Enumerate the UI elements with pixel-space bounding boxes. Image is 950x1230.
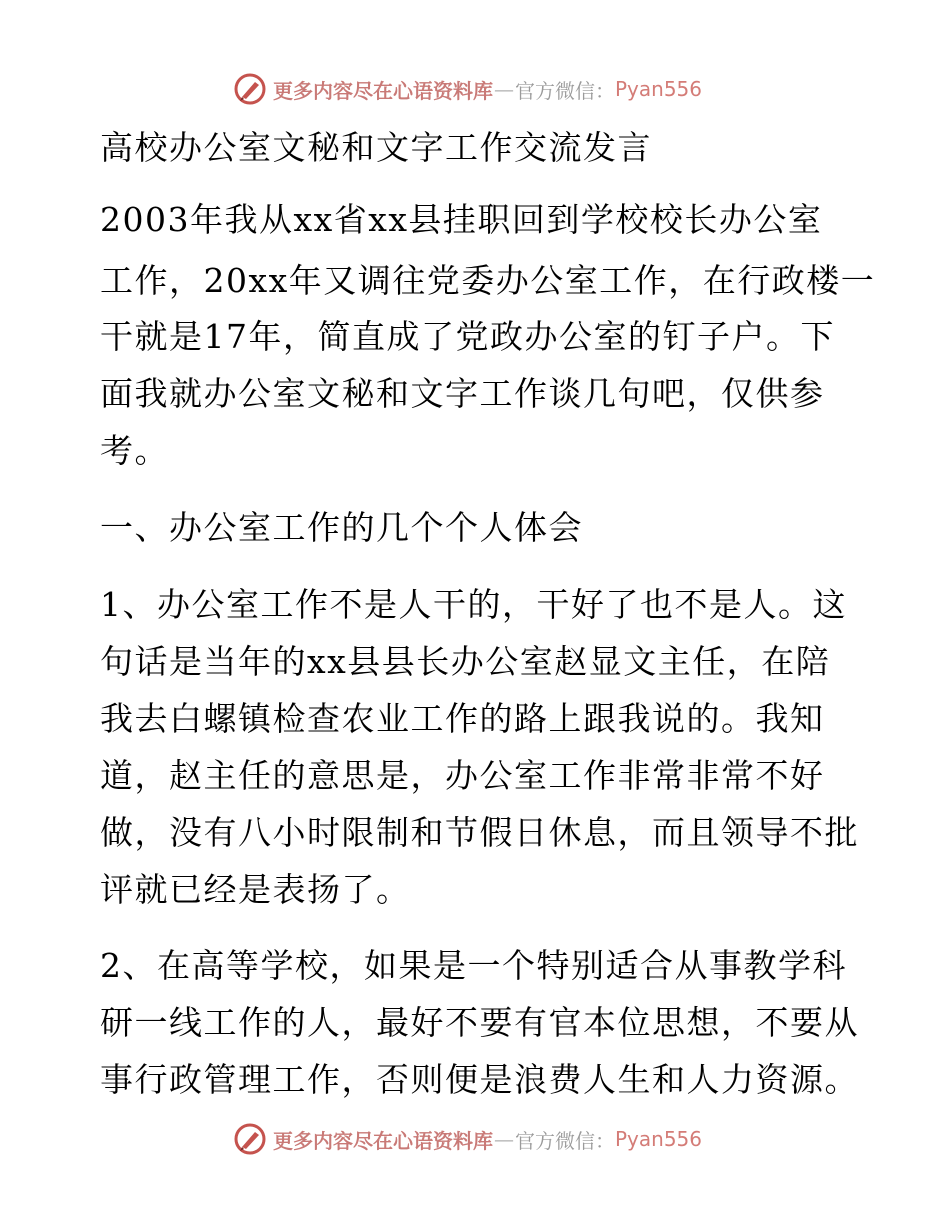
- watermark-subtitle: 官方微信：: [515, 78, 615, 103]
- paragraph-line: 工作，20xx年又调往党委办公室工作，在行政楼一: [100, 261, 876, 300]
- paragraph-line: 面我就办公室文秘和文字工作谈几句吧，仅供参: [100, 374, 825, 413]
- watermark-footer: [233, 1122, 702, 1156]
- paragraph-line: 研一线工作的人，最好不要有官本位思想，不要从: [100, 1003, 859, 1042]
- section-heading: 一、办公室工作的几个个人体会: [100, 508, 583, 547]
- document-title: 高校办公室文秘和文字工作交流发言: [100, 128, 652, 167]
- paragraph-line: 干就是17年，简直成了党政办公室的钉子户。下: [100, 317, 835, 356]
- paragraph-line: 1、办公室工作不是人干的，干好了也不是人。这: [100, 585, 847, 624]
- paragraph-line: 道，赵主任的意思是，办公室工作非常非常不好: [100, 756, 825, 795]
- watermark-text: 更多内容尽在心语资料库: [273, 1128, 493, 1153]
- watermark-account: Pyan556: [615, 1127, 703, 1151]
- watermark-separator: —: [494, 1127, 514, 1151]
- watermark-separator: —: [494, 77, 514, 101]
- paragraph-line: 评就已经是表扬了。: [100, 870, 411, 909]
- paragraph-line: 2、在高等学校，如果是一个特别适合从事教学科: [100, 946, 847, 985]
- paragraph-line: 考。: [100, 431, 169, 470]
- watermark-text: 更多内容尽在心语资料库: [273, 78, 493, 103]
- pen-logo-icon: [233, 72, 267, 106]
- watermark-account: Pyan556: [615, 77, 703, 101]
- paragraph-line: 事行政管理工作，否则便是浪费人生和人力资源。: [100, 1060, 859, 1099]
- watermark-subtitle: 官方微信：: [515, 1128, 615, 1153]
- paragraph-line: 我去白螺镇检查农业工作的路上跟我说的。我知: [100, 699, 825, 738]
- watermark-header: [233, 72, 702, 106]
- paragraph-line: 做，没有八小时限制和节假日休息，而且领导不批: [100, 813, 859, 852]
- pen-logo-icon: [233, 1122, 267, 1156]
- paragraph-line: 句话是当年的xx县县长办公室赵显文主任，在陪: [100, 642, 831, 681]
- paragraph-line: 2003年我从xx省xx县挂职回到学校校长办公室: [100, 200, 823, 239]
